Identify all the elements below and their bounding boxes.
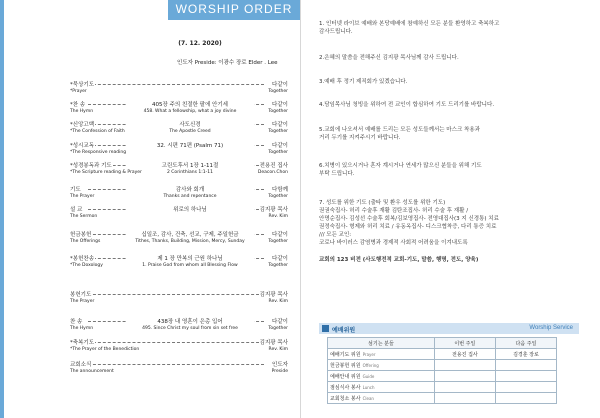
announcement-6: 6.치병이 있으시거나 혼자 계시거나 연세가 많으신 분들을 위해 기도 부탁 드립니다. xyxy=(319,163,482,177)
role-cell xyxy=(328,349,435,360)
order-item-label-en: The Hymn xyxy=(70,109,94,114)
order-item-detail: 405장 주의 친절한 팔에 안기세 xyxy=(126,100,254,108)
order-item-leader: 김지광 목사 xyxy=(259,340,288,346)
service-date: (7. 12. 2020) xyxy=(178,40,222,47)
preside-line: 인도자 Preside: 이광수 장로 Elder . Lee xyxy=(177,60,278,66)
order-item-korean xyxy=(70,230,288,238)
worship-service-title: 예배위원 xyxy=(332,327,356,334)
order-item-leader-en: Rev. Kim xyxy=(268,347,288,352)
order-item-label: *신앙고백 xyxy=(70,122,95,128)
order-item-english xyxy=(70,214,288,222)
order-item-label-en: *The Confession of Faith xyxy=(70,129,125,134)
order-item-label: *축복기도 xyxy=(70,340,95,346)
order-item xyxy=(70,141,288,161)
order-item-label-en: The Prayer xyxy=(70,194,95,199)
order-item-leader: 다같이 xyxy=(272,319,288,325)
order-item-label: *묵상기도 xyxy=(70,82,95,88)
order-item xyxy=(70,205,288,225)
table-row xyxy=(328,371,557,382)
order-item-korean xyxy=(70,80,288,88)
order-item-leader: 다함께 xyxy=(272,187,288,193)
this-sunday-cell: 전용진 집사 xyxy=(434,349,495,360)
order-item xyxy=(70,290,288,310)
order-item-label: *찬 송 xyxy=(70,102,86,108)
order-item-english xyxy=(70,369,288,377)
leader-dots xyxy=(88,342,264,343)
worship-service-title-en: Worship Service xyxy=(529,325,573,331)
order-item xyxy=(70,185,288,205)
order-item-korean xyxy=(70,317,288,325)
right-page xyxy=(301,0,600,418)
order-item-korean xyxy=(70,205,288,213)
order-item-label-en: *Prayer xyxy=(70,89,87,94)
order-item-leader-en: Rev. Kim xyxy=(268,299,288,304)
role-cell xyxy=(328,360,435,371)
order-item-english xyxy=(70,170,288,178)
announcement-2: 2.은혜의 말씀을 전해주신 김지광 목사님께 감사 드립니다. xyxy=(319,55,459,61)
header-this-sunday: 이번 주일 xyxy=(434,338,495,349)
order-item-leader: 전용진 집사 xyxy=(259,163,288,169)
role-label: 예배기도 위원 xyxy=(330,351,361,358)
order-item-detail: 고린도후서 1장 1-11절 xyxy=(126,161,254,169)
announcement-3: 3.예배 후 정기 제직회가 있겠습니다. xyxy=(319,79,408,85)
table-header-row xyxy=(328,338,557,349)
order-item xyxy=(70,80,288,100)
order-item-label-en: *The Doxology xyxy=(70,263,103,268)
next-sunday-cell: 김경훈 장로 xyxy=(495,349,556,360)
announcement-1: 1. 인터넷 라이브 예배와 본당예배에 참예하신 모든 분들 환영하고 축복하고 감사드립니다. xyxy=(319,21,500,35)
role-label-en: Lunch xyxy=(362,384,375,390)
next-sunday-cell xyxy=(495,360,556,371)
order-item-label: 헌금봉헌 xyxy=(70,232,92,238)
this-sunday-cell xyxy=(434,371,495,382)
this-sunday-cell xyxy=(434,360,495,371)
worship-order-title: WORSHIP ORDER xyxy=(175,2,293,16)
order-item xyxy=(70,230,288,250)
left-edge-bar xyxy=(0,0,4,418)
order-item xyxy=(70,317,288,337)
order-item-leader: 다같이 xyxy=(272,82,288,88)
order-item-leader: 김지광 목사 xyxy=(259,292,288,298)
order-item-leader: 다같이 xyxy=(272,256,288,262)
order-item-label-en: The Sermon xyxy=(70,214,98,219)
order-item-detail-en: The Apostle Creed xyxy=(169,129,211,134)
next-sunday-cell xyxy=(495,393,556,404)
order-item-label-en: *The Scripture reading & Prayer xyxy=(70,170,142,175)
role-label-en: Prayer xyxy=(362,351,376,357)
order-item-korean xyxy=(70,141,288,149)
role-cell xyxy=(328,382,435,393)
order-item-leader-en: Together xyxy=(268,194,288,199)
order-item-leader-en: Together xyxy=(268,326,288,331)
order-item-detail-en: 1. Praise God from whom all Blessing Flow xyxy=(142,263,238,268)
order-item-english xyxy=(70,239,288,247)
order-item-korean xyxy=(70,185,288,193)
worship-service-header xyxy=(319,323,579,334)
announcement-7: 7. 성도를 위한 기도 (출타 및 환우 성도를 위한 기도) 권권숙집사- 허리 수술후 재활 김탄조집사- 허리 수술 후 재활 / 안명순집사- 김성선 수술후 회복/김보영집사- 전영대집사(3 지 신경통) 치료 권정숙집사- 형제와 허리 치료 / 유동옥집사- 디스크협착증, 다리 통증 치료 /// 모든 교인: 코로나 바이러스 감염병과 경제적 사회적 어려움을 이겨내도록 xyxy=(319,200,499,246)
order-item-english xyxy=(70,326,288,334)
order-item-label: 찬 송 xyxy=(70,319,83,325)
order-item-english xyxy=(70,109,288,117)
order-item-label-en: The announcement xyxy=(70,369,114,374)
header-servers: 섬기는 분들 xyxy=(328,338,435,349)
order-item xyxy=(70,360,288,380)
order-item-leader-en: Together xyxy=(268,129,288,134)
role-label-en: Guide xyxy=(362,373,375,379)
order-item-detail: 위로의 하나님 xyxy=(126,205,254,213)
order-item-english xyxy=(70,89,288,97)
leader-dots xyxy=(88,84,264,85)
order-item-detail: 십일조, 감사, 건축, 선교, 구제, 주일헌금 xyxy=(126,230,254,238)
order-item-detail-en: Thanks and repentance xyxy=(163,194,217,199)
role-label: 점심식사 봉사 xyxy=(330,384,361,391)
role-label-en: Clean xyxy=(362,395,374,401)
order-item-leader-en: Together xyxy=(268,239,288,244)
announcement-4: 4.담임목사님 청빙을 위하여 전 교인이 합심하여 기도 드리기를 바랍니다. xyxy=(319,102,495,108)
order-item-leader: 다같이 xyxy=(272,232,288,238)
order-item-leader-en: Together xyxy=(268,150,288,155)
order-item-leader: 인도자 xyxy=(272,362,288,368)
table-row xyxy=(328,393,557,404)
order-item-english xyxy=(70,263,288,271)
announcement-5: 5.교회에 나오셔서 예배를 드리는 모든 성도들께서는 마스크 착용과 거리 두기를 지켜주시기 바랍니다. xyxy=(319,127,480,141)
role-cell xyxy=(328,371,435,382)
order-item-english xyxy=(70,299,288,307)
order-item-korean xyxy=(70,360,288,368)
order-item-detail: 제 1 장 만복의 근원 하나님 xyxy=(126,254,254,262)
order-item-label-en: The Hymn xyxy=(70,326,94,331)
order-item-leader: 다같이 xyxy=(272,102,288,108)
order-item-english xyxy=(70,194,288,202)
leader-dots xyxy=(88,364,264,365)
order-item-label: 봉헌기도 xyxy=(70,292,92,298)
order-item-leader-en: Together xyxy=(268,109,288,114)
order-item-detail-en: 495. Since Christ my soul from sin set free xyxy=(142,326,238,331)
role-label: 교회청소 봉사 xyxy=(330,395,361,402)
order-item-leader: 다같이 xyxy=(272,122,288,128)
next-sunday-cell xyxy=(495,371,556,382)
order-item-detail-en: 2 Corinthians 1:1-11 xyxy=(167,170,213,175)
order-item-leader: 다같이 xyxy=(272,143,288,149)
order-item-english xyxy=(70,150,288,158)
order-item-detail: 감사와 회개 xyxy=(126,185,254,193)
role-cell xyxy=(328,393,435,404)
order-item-korean xyxy=(70,161,288,169)
order-item-leader-en: Rev. Kim xyxy=(268,214,288,219)
role-label-en: Offering xyxy=(362,362,379,368)
order-item-leader-en: Preside xyxy=(271,369,288,374)
this-sunday-cell xyxy=(434,393,495,404)
order-item-detail: 438장 내 영혼이 은총 입어 xyxy=(126,317,254,325)
order-item-label: 교회소식 xyxy=(70,362,92,368)
order-item xyxy=(70,338,288,358)
order-item-label: *성경봉독과 기도 xyxy=(70,163,112,169)
order-item-korean xyxy=(70,120,288,128)
order-item xyxy=(70,254,288,274)
order-item-label-en: *The Prayer of the Benediction xyxy=(70,347,140,352)
order-item-label: 설 교 xyxy=(70,207,83,213)
order-item-detail: 32. 시편 71편 (Psalm 71) xyxy=(126,141,254,149)
worship-service-table xyxy=(327,337,557,404)
order-item-detail-en: 458. What a fellowship, what a joy divine xyxy=(143,109,237,114)
order-item-english xyxy=(70,347,288,355)
order-item-detail: 사도신경 xyxy=(126,120,254,128)
order-item-detail-en: Tithes, Thanks, Building, Mission, Mercy, Sunday xyxy=(135,239,245,244)
order-item-leader: 김지광 목사 xyxy=(259,207,288,213)
role-label: 헌금봉헌 위원 xyxy=(330,362,361,369)
header-next-sunday: 다음 주일 xyxy=(495,338,556,349)
order-item xyxy=(70,100,288,120)
table-row xyxy=(328,349,557,360)
next-sunday-cell xyxy=(495,382,556,393)
order-item xyxy=(70,120,288,140)
order-item-english xyxy=(70,129,288,137)
order-item-leader-en: Deacon.Chon xyxy=(257,170,288,175)
order-item-leader-en: Together xyxy=(268,263,288,268)
order-item-label: *성시교독 xyxy=(70,143,95,149)
order-item-label-en: The Offerings xyxy=(70,239,101,244)
order-item-leader-en: Together xyxy=(268,89,288,94)
table-row xyxy=(328,360,557,371)
order-item-label: 기도 xyxy=(70,187,81,193)
role-label: 예배안내 위원 xyxy=(330,373,361,380)
order-item-korean xyxy=(70,338,288,346)
this-sunday-cell xyxy=(434,382,495,393)
church-vision: 교회의 123 비전 (사도행전적 교회-기도, 말씀, 행명, 전도, 양육) xyxy=(319,257,479,263)
leader-dots xyxy=(88,294,264,295)
table-row xyxy=(328,382,557,393)
order-item xyxy=(70,161,288,181)
order-item-korean xyxy=(70,290,288,298)
square-bullet-icon xyxy=(322,325,329,332)
order-item-label-en: The Prayer xyxy=(70,299,95,304)
order-item-korean xyxy=(70,254,288,262)
order-item-korean xyxy=(70,100,288,108)
order-item-label-en: *The Responsive reading xyxy=(70,150,127,155)
order-item-label: *봉헌찬송 xyxy=(70,256,95,262)
